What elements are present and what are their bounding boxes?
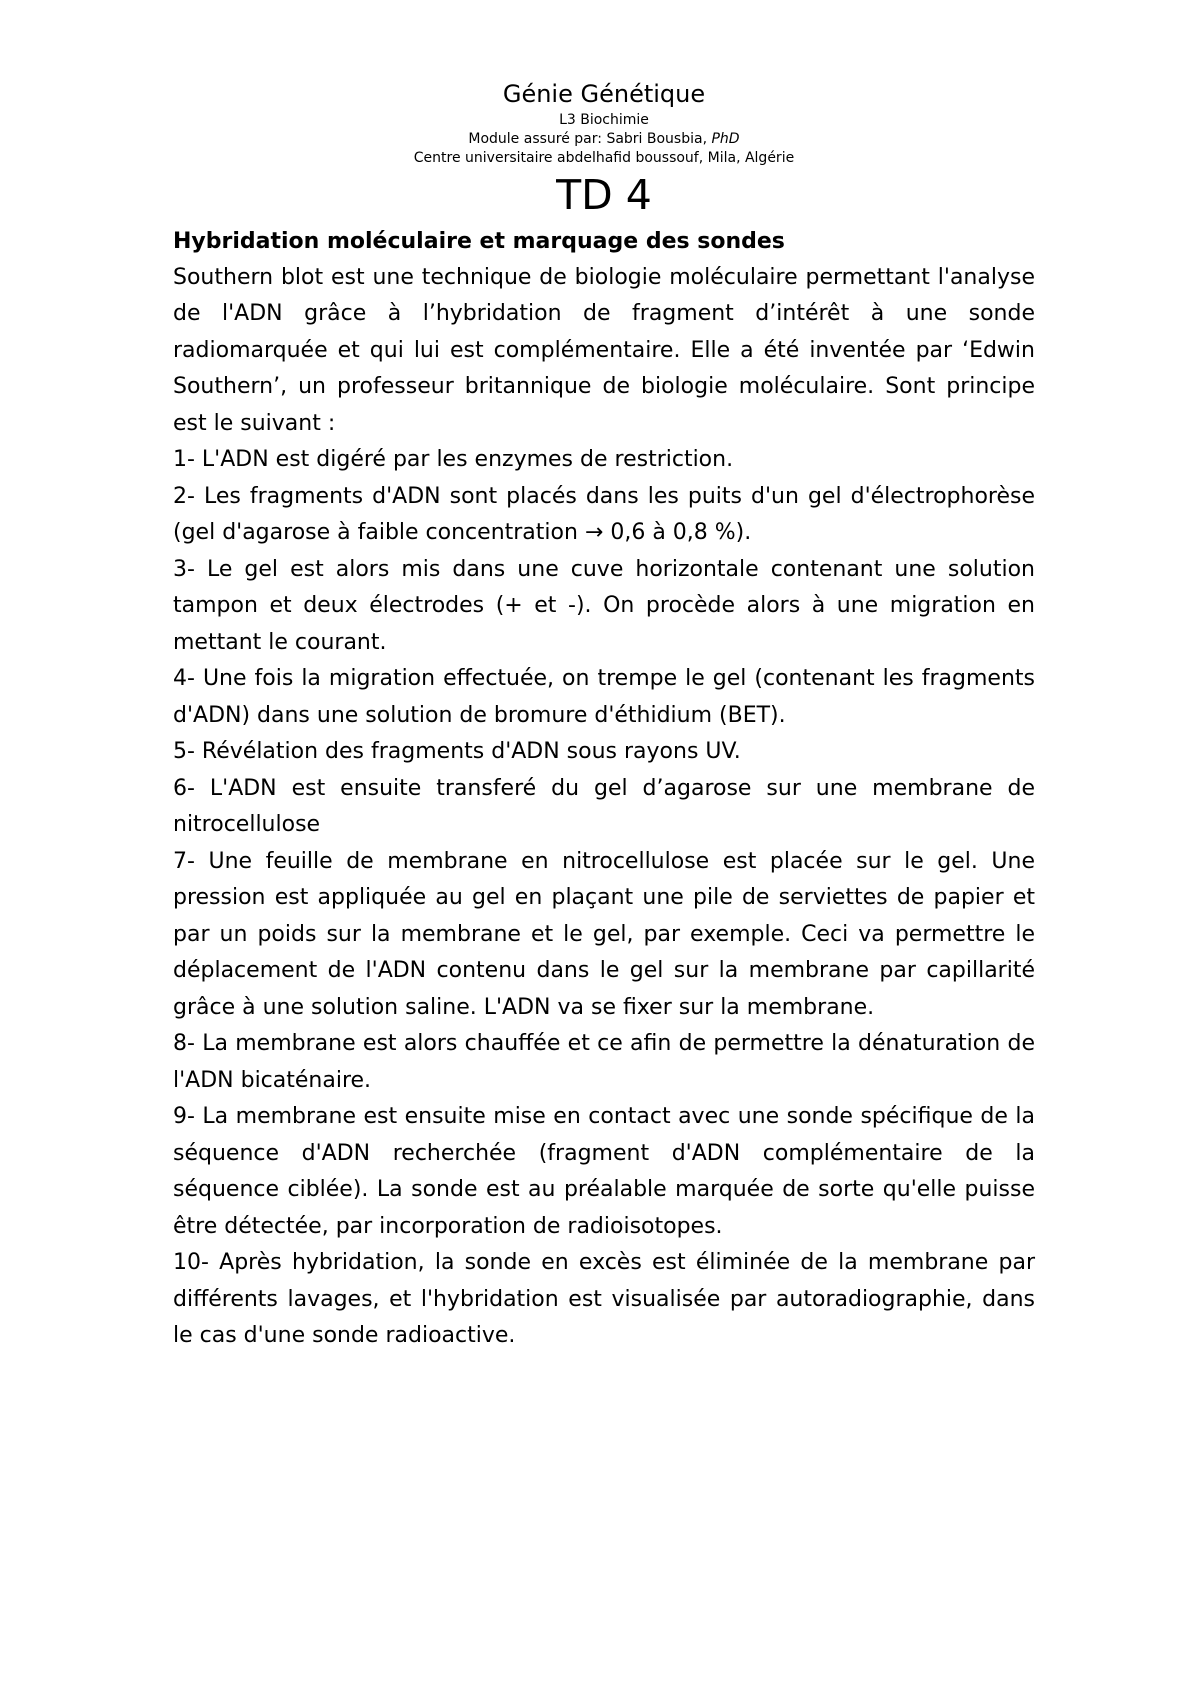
step-5: 5- Révélation des fragments d'ADN sous rayons UV. — [173, 739, 741, 765]
step-6: 6- L'ADN est ensuite transferé du gel d’agarose sur une membrane de nitrocellulose — [173, 775, 1035, 838]
td-title: TD 4 — [556, 170, 652, 219]
section-body — [173, 260, 1035, 1355]
step-7: 7- Une feuille de membrane en nitrocellulose est placée sur le gel. Une pression est appliquée au gel en plaçant une pile de serviettes de papier et par un poids sur la membrane et le gel, par exemple. Ceci va permettre le déplacement de l'ADN contenu dans le gel sur la membrane par capillarité grâce à une solution saline. L'ADN va se fixer sur la membrane. — [173, 848, 1035, 1020]
module-author: Module assuré par: Sabri Bousbia, — [468, 130, 712, 147]
step-1: 1- L'ADN est digéré par les enzymes de restriction. — [173, 447, 734, 473]
document-page — [173, 80, 1035, 1355]
step-2: 2- Les fragments d'ADN sont placés dans les puits d'un gel d'électrophorèse (gel d'agarose à faible concentration → 0,6 à 0,8 %). — [173, 483, 1035, 546]
module-degree: PhD — [711, 130, 740, 147]
intro-paragraph: Southern blot est une technique de biologie moléculaire permettant l'analyse de l'ADN grâce à l’hybridation de fragment d’intérêt à une sonde radiomarquée et qui lui est complémentaire. Elle a été inventée par ‘Edwin Southern’, un professeur britannique de biologie moléculaire. Sont principe est le suivant : — [173, 264, 1035, 436]
step-4: 4- Une fois la migration effectuée, on trempe le gel (contenant les fragments d'ADN) dans une solution de bromure d'éthidium (BET). — [173, 666, 1035, 728]
section-title: Hybridation moléculaire et marquage des sondes — [173, 228, 785, 254]
institution-line: Centre universitaire abdelhafid boussouf, Mila, Algérie — [413, 149, 795, 166]
course-title: Génie Génétique — [502, 80, 706, 108]
step-8: 8- La membrane est alors chauffée et ce afin de permettre la dénaturation de l'ADN bicaténaire. — [173, 1031, 1035, 1093]
module-line — [173, 130, 1035, 149]
level-line: L3 Biochimie — [559, 111, 649, 128]
step-3: 3- Le gel est alors mis dans une cuve horizontale contenant une solution tampon et deux électrodes (+ et -). On procède alors à une migration en mettant le courant. — [173, 556, 1035, 655]
document-header — [173, 80, 1035, 218]
step-9: 9- La membrane est ensuite mise en contact avec une sonde spécifique de la séquence d'ADN recherchée (fragment d'ADN complémentaire de la séquence ciblée). La sonde est au préalable marquée de sorte qu'elle puisse être détectée, par incorporation de radioisotopes. — [173, 1104, 1035, 1239]
step-10: 10- Après hybridation, la sonde en excès est éliminée de la membrane par différents lavages, et l'hybridation est visualisée par autoradiographie, dans le cas d'une sonde radioactive. — [173, 1250, 1035, 1349]
